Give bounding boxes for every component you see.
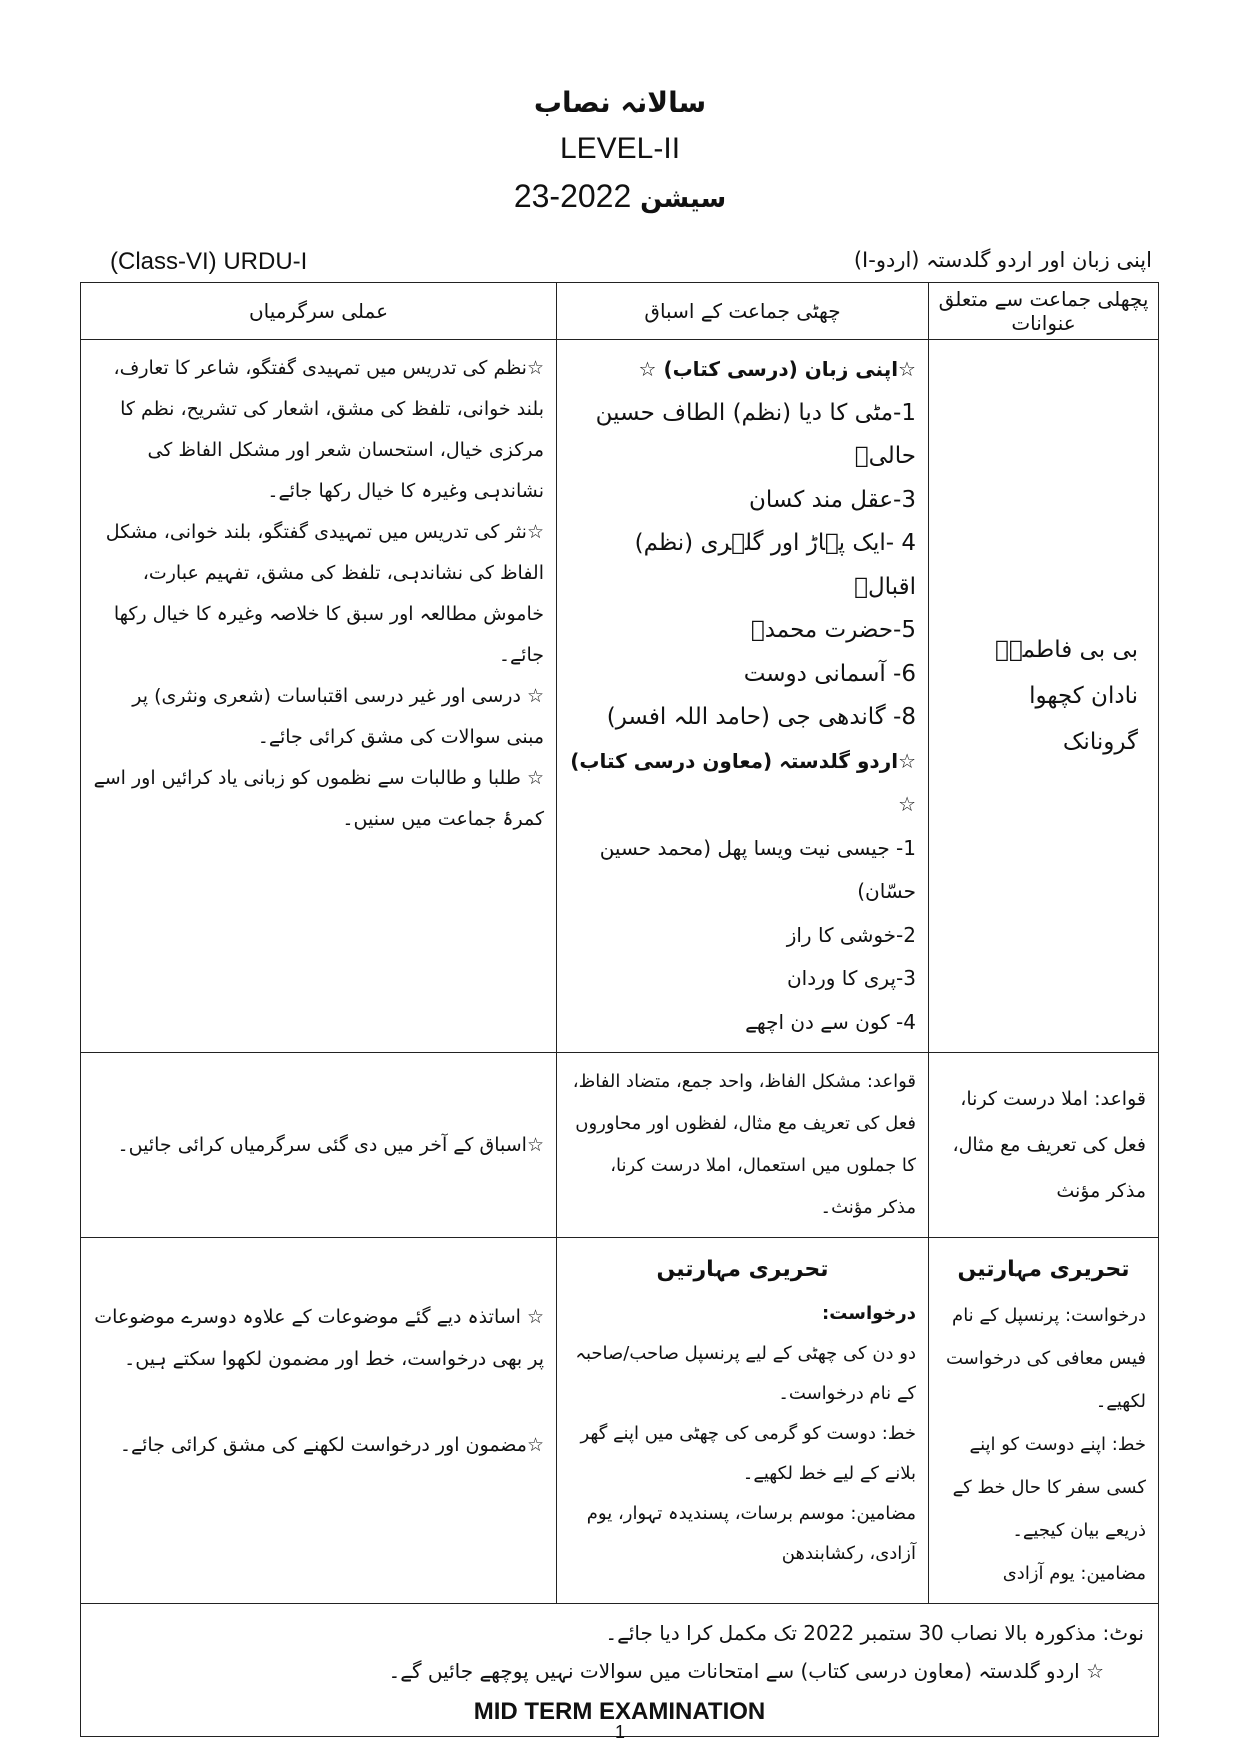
note-cell: [81, 1604, 1159, 1737]
table-row: [81, 1238, 1159, 1604]
list-item: خط: اپنے دوست کو اپنے کسی سفر کا حال خط کے ذریعے بیان کیجیے۔: [952, 1434, 1146, 1541]
session-label: سیشن: [640, 184, 727, 214]
list-item: 4- کون سے دن اچھے: [745, 1009, 916, 1034]
table-row: [81, 340, 1159, 1053]
session-years: 2022-23: [513, 178, 632, 214]
level-label: LEVEL-II: [559, 132, 681, 165]
mid-term-exam-heading: MID TERM EXAMINATION: [473, 1698, 766, 1725]
writing-activities-cell: [81, 1238, 557, 1604]
activity-item: ☆ اساتذہ دیے گئے موضوعات کے علاوہ دوسرے موضوعات پر بھی درخواست، خط اور مضمون لکھوا سکتے ہیں۔: [94, 1306, 544, 1370]
table-header-row: [81, 283, 1159, 340]
lessons-cell: [557, 340, 929, 1053]
header-activities: عملی سرگرمیاں: [81, 283, 557, 340]
list-item: 5-حضرت محمدؐ: [750, 617, 916, 643]
list-item: دو دن کی چھٹی کے لیے پرنسپل صاحب/صاحبہ کے نام درخواست۔: [575, 1343, 916, 1404]
writing-prev-cell: [929, 1238, 1159, 1604]
page-number: 1: [614, 1722, 625, 1742]
list-item: گرونانک: [1062, 729, 1138, 755]
list-item: نادان کچھوا: [1029, 683, 1138, 709]
activity-item: ☆ طلبا و طالبات سے نظموں کو زبانی یاد کرائیں اور اسے کمرۂ جماعت میں سنیں۔: [93, 767, 544, 830]
book-heading: ☆اردو گلدستہ (معاون درسی کتاب) ☆: [570, 748, 916, 816]
writing-skills-heading: تحریری مہارتیں: [656, 1257, 829, 1282]
note-line: نوٹ: مذکورہ بالا نصاب 30 ستمبر 2022 تک مکمل کرا دیا جائے۔: [605, 1621, 1144, 1645]
list-item: 1-مٹی کا دیا (نظم) الطاف حسین حالیؔ: [595, 399, 916, 469]
syllabus-table: [80, 282, 1159, 1737]
list-item: مضامین: موسم برسات، پسندیدہ تہوار، یوم آزادی، رکشابندھن: [586, 1503, 916, 1564]
list-item: خط: دوست کو گرمی کی چھٹی میں اپنے گھر بلانے کے لیے خط لکھیے۔: [580, 1423, 916, 1484]
list-item: 3-پری کا وردان: [786, 966, 916, 990]
activity-item: ☆ درسی اور غیر درسی اقتباسات (شعری ونثری) پر مبنی سوالات کی مشق کرائی جائے۔: [132, 685, 544, 748]
activities-cell: [81, 340, 557, 1053]
list-item: 2-خوشی کا راز: [786, 922, 916, 947]
grammar-lessons-cell: قواعد: مشکل الفاظ، واحد جمع، متضاد الفاظ، فعل کی تعریف مع مثال، لفظوں اور محاوروں کا جملوں میں استعمال، املا درست کرنا، مذکر مؤنث۔: [557, 1053, 929, 1238]
activity-item: ☆مضمون اور درخواست لکھنے کی مشق کرائی جائے۔: [119, 1434, 544, 1456]
header-lessons: چھٹی جماعت کے اسباق: [557, 283, 929, 340]
document-title: سالانہ نصاب: [533, 86, 707, 119]
writing-lessons-cell: [557, 1238, 929, 1604]
book-heading: ☆اپنی زبان (درسی کتاب) ☆: [638, 357, 916, 381]
grammar-activities-cell: ☆اسباق کے آخر میں دی گئی سرگرمیاں کرائی جائیں۔: [81, 1053, 557, 1238]
list-item: 1- جیسی نیت ویسا پھل (محمد حسین حسّان): [599, 835, 916, 903]
list-item: 6- آسمانی دوست: [743, 660, 916, 687]
list-item: درخواست: پرنسپل کے نام فیس معافی کی درخواست لکھیے۔: [945, 1305, 1146, 1412]
list-item: مضامین: یوم آزادی: [1002, 1563, 1146, 1584]
header-prev-topics: پچھلی جماعت سے متعلق عنوانات: [929, 283, 1159, 340]
books-label: اپنی زبان اور اردو گلدستہ (اردو-I): [853, 248, 1152, 272]
list-item: بی بی فاطمہؓ: [995, 637, 1138, 663]
session-line: [0, 178, 1240, 215]
class-label: (Class-VI) URDU-I: [110, 248, 308, 275]
grammar-prev-cell: قواعد: املا درست کرنا، فعل کی تعریف مع مثال، مذکر مؤنث: [929, 1053, 1159, 1238]
prev-topics-cell: [929, 340, 1159, 1053]
list-item: 8- گاندھی جی (حامد اللہ افسر): [606, 704, 916, 730]
list-item: درخواست:: [822, 1303, 916, 1324]
table-row: [81, 1053, 1159, 1238]
activity-item: ☆نثر کی تدریس میں تمہیدی گفتگو، بلند خوانی، مشکل الفاظ کی نشاندہی، تلفظ کی مشق، تفہیم عبارت، خاموش مطالعہ اور سبق کا خلاصہ وغیرہ کا خیال رکھا جائے۔: [105, 521, 544, 666]
list-item: 4 -ایک پہاڑ اور گلہری (نظم) اقبالؔ: [634, 530, 916, 600]
note-line: ☆ اردو گلدستہ (معاون درسی کتاب) سے امتحانات میں سوالات نہیں پوچھے جائیں گے۔: [388, 1659, 1104, 1683]
list-item: 3-عقل مند کسان: [748, 486, 916, 513]
activity-item: ☆نظم کی تدریس میں تمہیدی گفتگو، شاعر کا تعارف، بلند خوانی، تلفظ کی مشق، اشعار کی تشریح، نظم کا مرکزی خیال، استحسان شعر اور مشکل الفاظ کی نشاندہی وغیرہ کا خیال رکھا جائے۔: [113, 357, 544, 502]
note-row: [81, 1604, 1159, 1737]
writing-skills-heading: تحریری مہارتیں: [957, 1257, 1130, 1282]
